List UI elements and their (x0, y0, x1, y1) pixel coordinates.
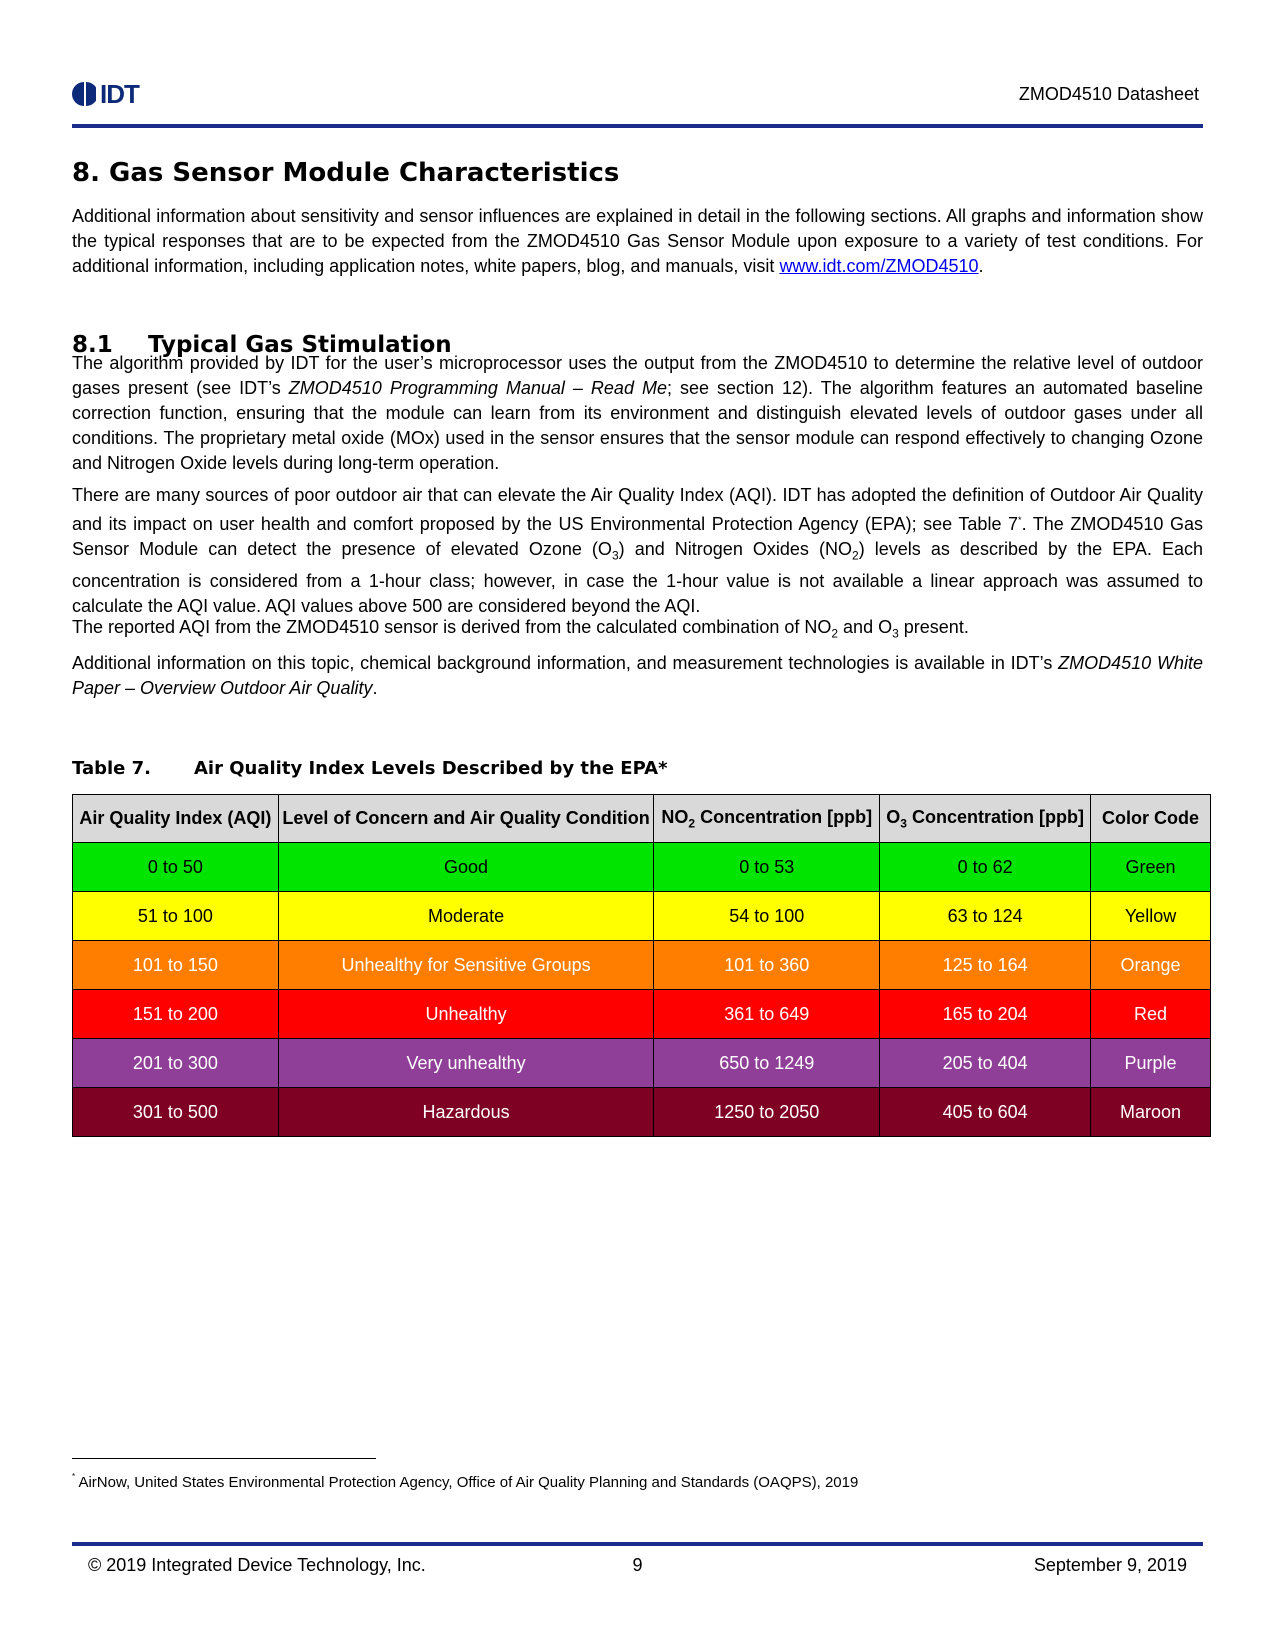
cell-o3: 165 to 204 (880, 990, 1091, 1039)
cell-color: Red (1091, 990, 1211, 1039)
cell-color: Green (1091, 843, 1211, 892)
cell-aqi: 301 to 500 (73, 1088, 279, 1137)
footer-rule (72, 1542, 1203, 1546)
cell-no2: 650 to 1249 (654, 1039, 880, 1088)
logo-text: IDT (100, 79, 139, 109)
idt-logo-icon (72, 81, 96, 107)
cell-aqi: 51 to 100 (73, 892, 279, 941)
footer-page-number: 9 (632, 1555, 643, 1575)
cell-aqi: 201 to 300 (73, 1039, 279, 1088)
cell-color: Yellow (1091, 892, 1211, 941)
aqi-table-body (73, 843, 1211, 1137)
cell-level: Good (278, 843, 654, 892)
table-row (73, 843, 1211, 892)
cell-o3: 405 to 604 (880, 1088, 1091, 1137)
table-row (73, 1039, 1211, 1088)
footer-copyright: © 2019 Integrated Device Technology, Inc. (88, 1555, 426, 1575)
table-number: Table 7. (72, 758, 151, 779)
paragraph-aqi-sources: There are many sources of poor outdoor air that can elevate the Air Quality Index (AQI). IDT has adopted the definition of Outdoor Air Quality and its impact on user health and comfort proposed by the US Environmental Protection Agency (EPA); see Table 7*. The ZMOD4510 Gas Sensor Module can detect the presence of elevated Ozone $(O_3)$ and Nitrogen Oxides $(NO_2)$ levels as described by the EPA. Each concentration is considered from a 1-hour class; however, in case the 1-hour value is not available a linear approach was assumed to calculate the AQI value. AQI values above 500 are considered beyond the AQI. (72, 485, 1204, 616)
footnote: * AirNow, United States Environmental Protection Agency, Office of Air Quality Planning and Standards (OAQPS), 2019 (72, 1472, 859, 1491)
subsection-title: Typical Gas Stimulation (148, 332, 452, 358)
section-title: 8. Gas Sensor Module Characteristics (72, 158, 620, 188)
cell-level: Unhealthy for Sensitive Groups (278, 941, 654, 990)
cell-aqi: 0 to 50 (73, 843, 279, 892)
header-aqi: Air Quality Index (AQI) (73, 795, 279, 843)
cell-o3: 125 to 164 (880, 941, 1091, 990)
header-no2: $NO_2$ Concentration [ppb] (654, 795, 880, 843)
paragraph-reported-aqi: The reported AQI from the ZMOD4510 sensor is derived from the calculated combination of $NO_2$ and $O_3$ present. (72, 617, 969, 641)
table-title: Air Quality Index Levels Described by the EPA* (194, 758, 668, 779)
cell-o3: 0 to 62 (880, 843, 1091, 892)
cell-no2: 361 to 649 (654, 990, 880, 1039)
cell-level: Moderate (278, 892, 654, 941)
document-title: ZMOD4510 Datasheet (1018, 84, 1199, 104)
section-intro: Additional information about sensitivity and sensor influences are explained in detail in the following sections. All graphs and information show the typical responses that are to be expected from the ZMOD4510 Gas Sensor Module upon exposure to a variety of test conditions. For additional information, including application notes, white papers, blog, and manuals, visit www.idt.com/ZMOD4510. (72, 206, 1203, 276)
cell-color: Purple (1091, 1039, 1211, 1088)
paragraph-algorithm: The algorithm provided by IDT for the user’s microprocessor uses the output from the ZMOD4510 to determine the relative level of outdoor gases present (see IDT’s ZMOD4510 Programming Manual – Read Me; see section 12). The algorithm features an automated baseline correction function, ensuring that the module can learn from its environment and distinguish elevated levels of outdoor gases under all conditions. The proprietary metal oxide (MOx) used in the sensor ensures that the sensor module can respond effectively to changing Ozone and Nitrogen Oxide levels during long-term operation. (72, 353, 1203, 473)
footnote-rule (72, 1458, 376, 1459)
cell-no2: 54 to 100 (654, 892, 880, 941)
cell-color: Orange (1091, 941, 1211, 990)
table-row (73, 892, 1211, 941)
cell-no2: 101 to 360 (654, 941, 880, 990)
aqi-table (72, 794, 1211, 1137)
cell-o3: 205 to 404 (880, 1039, 1091, 1088)
cell-color: Maroon (1091, 1088, 1211, 1137)
header-o3: $O_3$ Concentration [ppb] (880, 795, 1091, 843)
header-level: Level of Concern and Air Quality Condition (278, 795, 654, 843)
cell-aqi: 101 to 150 (73, 941, 279, 990)
header-rule (72, 124, 1203, 128)
idt-product-link[interactable]: www.idt.com/ZMOD4510 (779, 256, 979, 276)
cell-aqi: 151 to 200 (73, 990, 279, 1039)
paragraph-additional-info: Additional information on this topic, chemical background information, and measurement technologies is available in IDT’s ZMOD4510 White Paper – Overview Outdoor Air Quality. (72, 653, 1203, 698)
table-row (73, 941, 1211, 990)
cell-no2: 0 to 53 (654, 843, 880, 892)
footer-date: September 9, 2019 (1033, 1555, 1187, 1575)
cell-level: Unhealthy (278, 990, 654, 1039)
subsection-number: 8.1 (72, 332, 113, 358)
header-color-code: Color Code (1091, 795, 1211, 843)
table-header-row (73, 795, 1211, 843)
table-row (73, 990, 1211, 1039)
cell-no2: 1250 to 2050 (654, 1088, 880, 1137)
table-row (73, 1088, 1211, 1137)
idt-logo (72, 80, 139, 108)
table-caption (72, 758, 667, 779)
cell-level: Hazardous (278, 1088, 654, 1137)
cell-o3: 63 to 124 (880, 892, 1091, 941)
cell-level: Very unhealthy (278, 1039, 654, 1088)
